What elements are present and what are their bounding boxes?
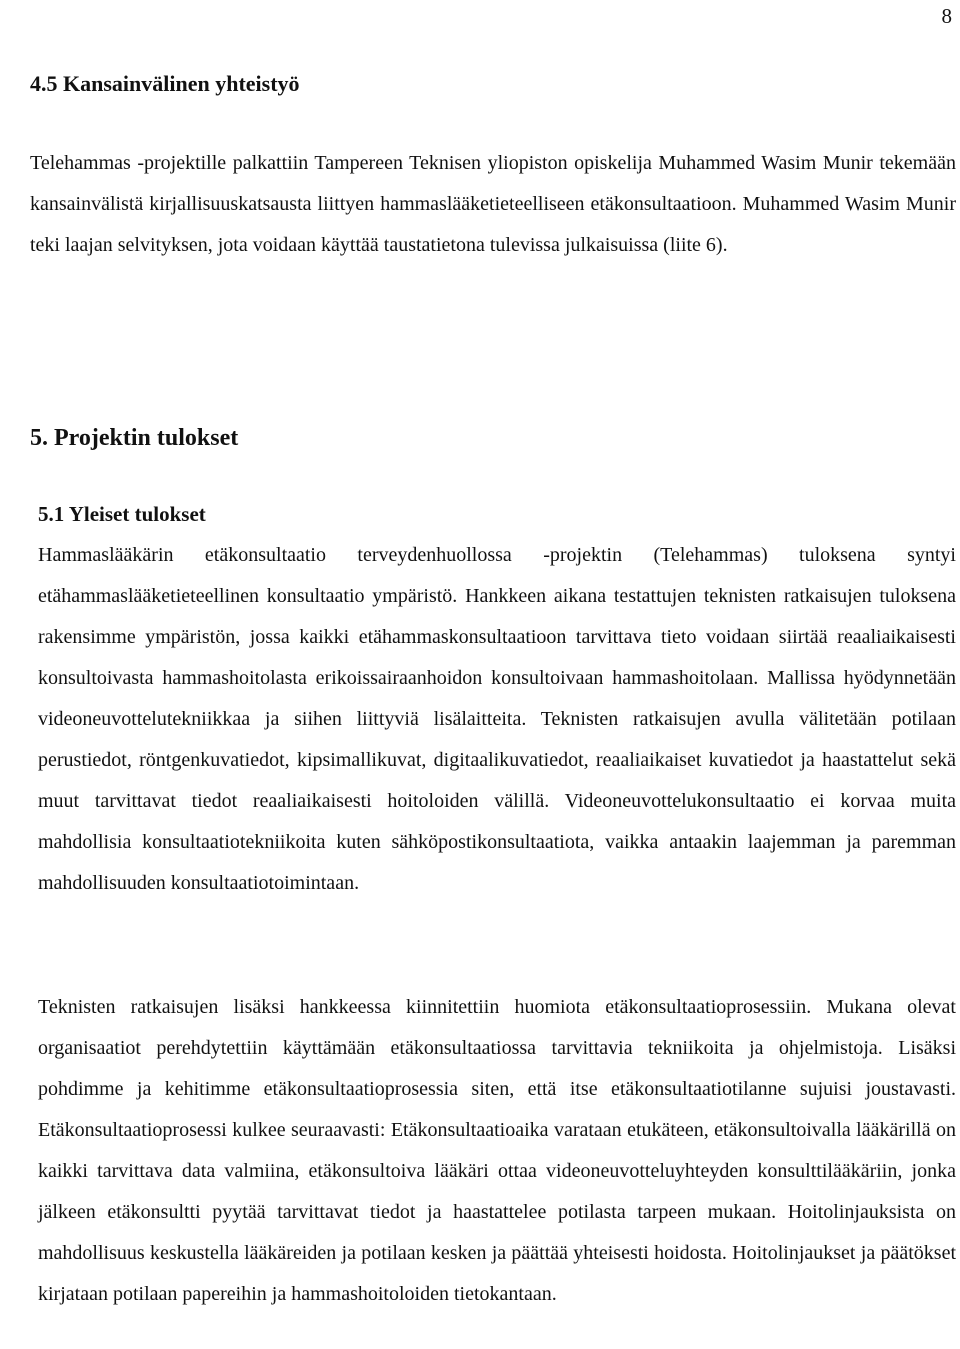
page-number: 8	[941, 4, 952, 28]
section-heading-5-1: 5.1 Yleiset tulokset	[38, 502, 206, 526]
paragraph-international-cooperation: Telehammas -projektille palkattiin Tampereen Teknisen yliopiston opiskelija Muhammed Wasim Munir tekemään kansainvälistä kirjallisuuskatsausta liittyen hammaslääketieteelliseen etäkonsultaatioon. Muhammed Wasim Munir teki laajan selvityksen, jota voidaan käyttää taustatietona tulevissa julkaisuissa (liite 6).	[30, 152, 956, 256]
paragraph-consultation-process: Teknisten ratkaisujen lisäksi hankkeessa kiinnitettiin huomiota etäkonsultaatioprosessiin. Mukana olevat organisaatiot perehdytettiin käyttämään etäkonsultaatiossa tarvittavia tekniikoita ja ohjelmistoja. Lisäksi pohdimme ja kehitimme etäkonsultaatioprosessia siten, että itse etäkonsultaatiotilanne sujuisi joustavasti. Etäkonsultaatioprosessi kulkee seuraavasti: Etäkonsultaatioaika varataan etukäteen, etäkonsultoivalla lääkärillä on kaikki tarvittava data valmiina, etäkonsultoiva lääkäri ottaa videoneuvotteluyhteyden konsulttilääkäriin, jonka jälkeen etäkonsultti pyytää tarvittavat tiedot ja haastattelee potilasta tarpeen mukaan. Hoitolinjauksista on mahdollisuus keskustella lääkäreiden ja potilaan kesken ja päättää yhteisesti hoidosta. Hoitolinjaukset ja päätökset kirjataan potilaan papereihin ja hammashoitoloiden tietokantaan.	[38, 996, 956, 1305]
chapter-heading-5: 5. Projektin tulokset	[30, 425, 239, 451]
paragraph-general-results: Hammaslääkärin etäkonsultaatio terveydenhuollossa -projektin (Telehammas) tuloksena syntyi etähammaslääketieteellinen konsultaatio ympäristö. Hankkeen aikana testattujen teknisten ratkaisujen tuloksena rakensimme ympäristön, jossa kaikki etähammaskonsultaatioon tarvittava tieto voidaan siirtää reaaliaikaisesti konsultoivasta hammashoitolasta erikoissairaanhoidon konsultoivaan hammashoitolaan. Mallissa hyödynnetään videoneuvottelutekniikkaa ja siihen liittyviä lisälaitteita. Teknisten ratkaisujen avulla välitetään potilaan perustiedot, röntgenkuvatiedot, kipsimallikuvat, digitaalikuvatiedot, reaaliaikaiset kuvatiedot ja haastattelut sekä muut tarvittavat tiedot reaaliaikaisesti hoitoloiden välillä. Videoneuvottelukonsultaatio ei korvaa muita mahdollisia konsultaatiotekniikoita kuten sähköpostikonsultaatiota, vaikka antaakin laajemman ja paremman mahdollisuuden konsultaatiotoimintaan.	[38, 544, 956, 894]
section-heading-4-5: 4.5 Kansainvälinen yhteistyö	[30, 71, 300, 96]
